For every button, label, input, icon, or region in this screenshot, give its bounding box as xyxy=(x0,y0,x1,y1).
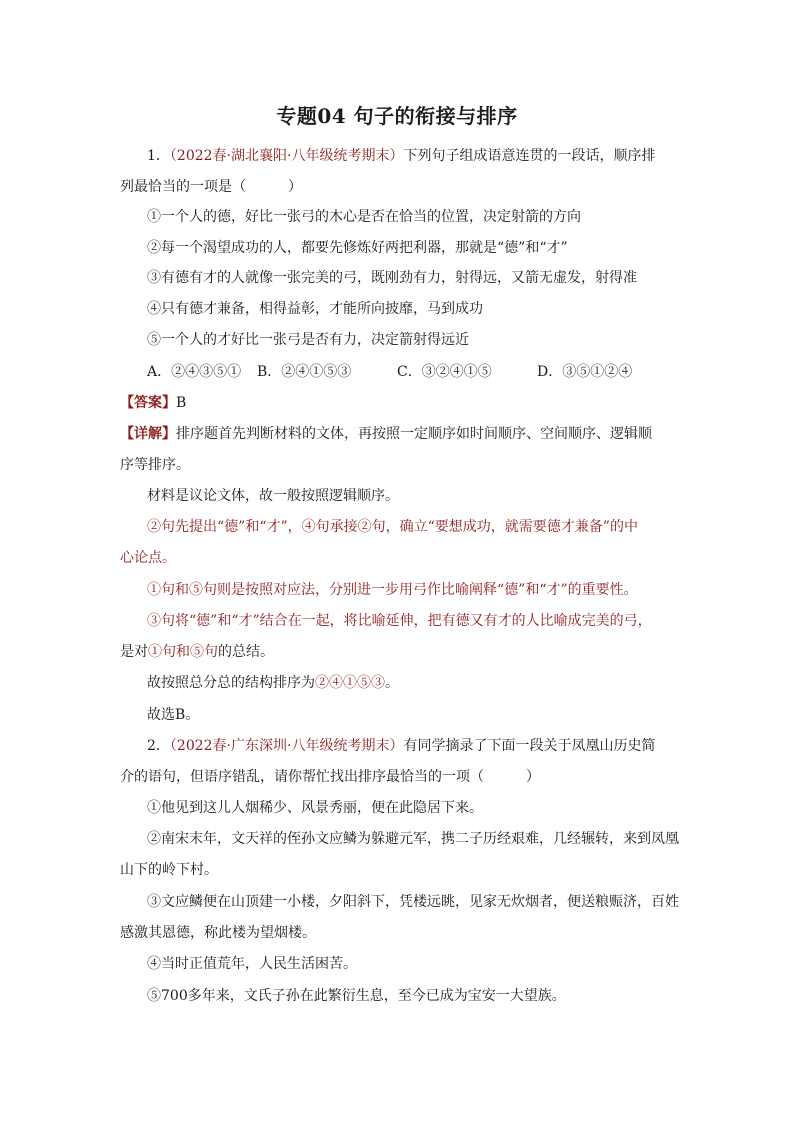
q1-para5 xyxy=(147,673,399,693)
answer-value: B xyxy=(176,395,187,411)
q2-item-5: ⑤700多年来，文氏子孙在此繁衍生息，至今已成为宝安一大望族。 xyxy=(147,988,566,1004)
page-title: 专题04 句子的衔接与排序 xyxy=(276,104,518,128)
q2-item-3-line2: 感激其恩德，称此楼为望烟楼。 xyxy=(120,925,316,941)
q1-stem-line1 xyxy=(147,146,655,166)
para5-red: ②④①⑤③ xyxy=(315,675,385,691)
q1-conclusion: 故选B。 xyxy=(147,707,200,723)
q2-stem-a: 有同学摘录了下面一段关于凤凰山历史简 xyxy=(403,738,656,754)
q2-stem-line2: 介的语句，但语序错乱，请你帮忙找出排序最恰当的一项（ ） xyxy=(120,769,540,785)
answer-label: 【答案】 xyxy=(120,395,176,411)
q1-item-1: ①一个人的德，好比一张弓的木心是否在恰当的位置，决定射箭的方向 xyxy=(147,209,581,225)
q1-stem-a: 下列句子组成语意连贯的一段话，顺序排 xyxy=(403,148,656,164)
para5-pre: 故按照总分总的结构排序为 xyxy=(147,675,315,691)
q1-option-b: B．②④①⑤③ xyxy=(257,364,352,380)
q2-item-1: ①他见到这儿人烟稀少、风景秀丽，便在此隐居下来。 xyxy=(147,800,483,816)
q1-source: （2022春·湖北襄阳·八年级统考期末） xyxy=(169,148,404,164)
para5-post: 。 xyxy=(385,675,399,691)
q1-para3: ①句和⑤句则是按照对应法，分别进一步用弓作比喻阐释“德”和“才”的重要性。 xyxy=(147,582,638,598)
q1-para2-line2: 心论点。 xyxy=(120,550,176,566)
q1-option-d: D．③⑤①②④ xyxy=(537,364,633,380)
para4-post: 的总结。 xyxy=(218,644,274,660)
q1-para1: 材料是议论文体，故一般按照逻辑顺序。 xyxy=(147,488,399,504)
q1-number: 1． xyxy=(147,148,170,164)
q2-item-2-line1: ②南宋末年，文天祥的侄孙文应鳞为躲避元军，携二子历经艰难，几经辗转，来到凤凰 xyxy=(147,831,679,847)
q2-item-3-line1: ③文应鳞便在山顶建一小楼，夕阳斜下，凭楼远眺，见家无炊烟者，便送粮赈济，百姓 xyxy=(147,894,679,910)
q2-item-4: ④当时正值荒年，人民生活困苦。 xyxy=(147,956,357,972)
q1-para4-line2 xyxy=(120,642,274,662)
q1-item-5: ⑤一个人的才好比一张弓是否有力，决定箭射得远近 xyxy=(147,332,469,348)
q2-number: 2． xyxy=(147,738,170,754)
q1-detail-line2: 序等排序。 xyxy=(120,457,190,473)
para4-pre: 是对 xyxy=(120,644,148,660)
q2-stem-line1 xyxy=(147,736,655,756)
q1-para2-line1: ②句先提出“德”和“才”，④句承接②句，确立“要想成功，就需要德才兼备”的中 xyxy=(147,519,638,535)
q1-item-2: ②每一个渴望成功的人，都要先修炼好两把利器，那就是“德”和“才” xyxy=(147,240,568,256)
detail-label: 【详解】 xyxy=(120,426,176,442)
q1-item-3: ③有德有才的人就像一张完美的弓，既刚劲有力，射得远，又箭无虚发，射得准 xyxy=(147,270,637,286)
q1-option-c: C．③②④①⑤ xyxy=(397,364,492,380)
q1-option-a: A．②④③⑤① xyxy=(147,364,242,380)
q2-item-2-line2: 山下的岭下村。 xyxy=(120,862,218,878)
q1-detail-line1 xyxy=(120,424,652,444)
detail-text-a: 排序题首先判断材料的文体，再按照一定顺序如时间顺序、空间顺序、逻辑顺 xyxy=(176,426,652,442)
q2-source: （2022春·广东深圳·八年级统考期末） xyxy=(169,738,404,754)
para4-red: ①句和⑤句 xyxy=(148,644,218,660)
q1-answer xyxy=(120,393,186,413)
q1-item-4: ④只有德才兼备，相得益彰，才能所向披靡，马到成功 xyxy=(147,301,483,317)
q1-para4-line1: ③句将“德”和“才”结合在一起，将比喻延伸，把有德又有才的人比喻成完美的弓， xyxy=(147,613,652,629)
q1-stem-line2: 列最恰当的一项是（ ） xyxy=(120,179,302,195)
